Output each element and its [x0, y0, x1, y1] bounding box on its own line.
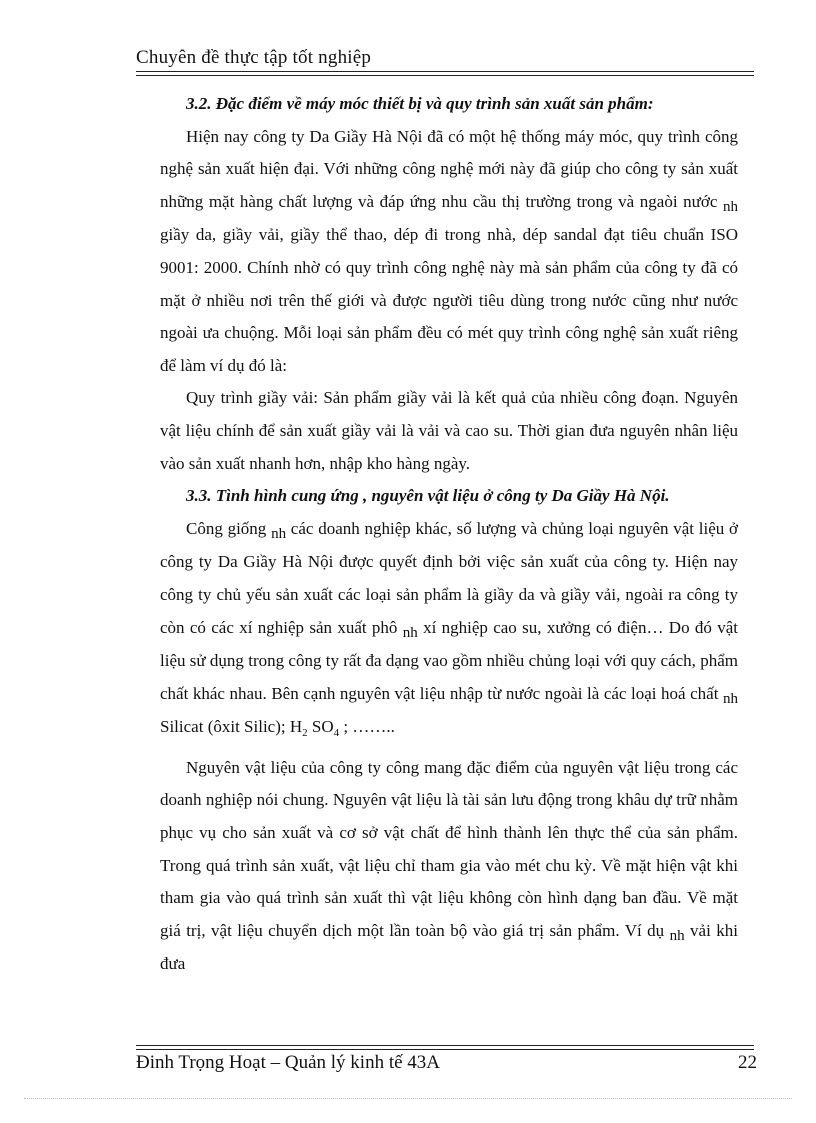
- section-3-3-paragraph-2: [160, 752, 738, 981]
- text-segment: xí nghiệp cao su, xưởng có điện… Do đó vật liệu sử dụng trong công ty rất đa dạng vao gồm nhiều chủng loại với quy cách, phẩm chất khác nhau. Bên cạnh nguyên vật liệu nhập từ nước ngoài là các loại hoá chất: [160, 617, 738, 703]
- text-segment: Silicat (ôxit Silic); H: [160, 717, 303, 737]
- text-segment: các doanh nghiệp khác, số lượng và chủng loại nguyên vật liệu ở công ty Da Giầy Hà Nội được quyết định bởi việc sản xuất của công ty. Hiện nay công ty chủ yếu sản xuất các loại sản phẩm là giầy da và giầy vải, ngoài ra công ty còn có các xí nghiệp sản xuất phô: [160, 518, 738, 637]
- text-fragment: nh: [669, 927, 685, 944]
- footer-rule-top: [136, 1045, 754, 1046]
- footer-author: Đinh Trọng Hoạt – Quản lý kinh tế 43A: [136, 1052, 440, 1073]
- text-segment: Công giống: [186, 518, 272, 538]
- text-segment: giầy da, giầy vải, giầy thể thao, dép đi trong nhà, dép sandal đạt tiêu chuẩn ISO 9001: 2000. Chính nhờ có quy trình công nghệ này mà sản phẩm của công ty đã có mặt ở nhiều nơi trên thế giới và được người tiêu dùng trong nước cũng như nước ngoài ưa chuộng. Mỗi loại sản phẩm đều có mét quy trình công nghệ sản xuất riêng để làm ví dụ đó là:: [160, 225, 738, 375]
- header-title: Chuyên đề thực tập tốt nghiệp: [136, 47, 372, 68]
- text-fragment: nh: [723, 198, 738, 215]
- text-segment: SO: [307, 717, 334, 737]
- text-fragment: nh: [402, 624, 418, 641]
- section-3-3-paragraph-1: [160, 513, 738, 746]
- text-segment: Nguyên vật liệu của công ty công mang đặc điểm của nguyên vật liệu trong các doanh nghiệp nói chung. Nguyên vật liệu là tài sản lưu động trong khâu dự trữ nhằm phục vụ cho sản xuất và cơ sở vật chất để hình thành lên thực thể của sản phẩm. Trong quá trình sản xuất, vật liệu chỉ tham gia vào mét chu kỳ. Về mặt hiện vật khi tham gia vào quá trình sản xuất thì vật liệu không còn hình dạng ban đầu. Về mặt giá trị, vật liệu chuyển dịch một lần toàn bộ vào giá trị sản phẩm. Ví dụ: [160, 757, 738, 940]
- text-segment: Hiện nay công ty Da Giầy Hà Nội đã có một hệ thống máy móc, quy trình công nghệ sản xuất hiện đại. Với những công nghệ mới này đã giúp cho công ty sản xuất những mặt hàng chất lượng và đáp ứng nhu cầu thị trường trong và ngaòi nước: [160, 126, 738, 211]
- text-segment: ; ……..: [339, 717, 395, 737]
- text-fragment: nh: [723, 690, 738, 707]
- footer-rule-bottom: [136, 1049, 754, 1050]
- page-number: 22: [738, 1052, 757, 1073]
- subscript: 4: [333, 727, 340, 740]
- section-3-3-heading: 3.3. Tình hình cung ứng , nguyên vật liệu ở công ty Da Giầy Hà Nội.: [186, 486, 670, 506]
- text-fragment: nh: [271, 525, 287, 542]
- header-rule-bottom: [136, 75, 754, 76]
- section-3-2-paragraph-2: Quy trình giầy vải: Sản phẩm giầy vải là kết quả của nhiều công đoạn. Nguyên vật liệu chính để sản xuất giầy vải là vải và cao su. Thời gian đưa nguyên nhân liệu vào sản xuất nhanh hơn, nhập kho hàng ngày.: [160, 388, 738, 473]
- section-3-2-heading: 3.2. Đặc điểm về máy móc thiết bị và quy trình sản xuất sản phẩm:: [186, 94, 654, 113]
- page-bottom-border: [24, 1098, 792, 1099]
- subscript: 2: [302, 727, 308, 740]
- text-segment: vải khi đưa: [160, 920, 738, 974]
- document-body: [160, 88, 738, 981]
- section-3-2-paragraph-1: [160, 121, 738, 383]
- header-rule-top: [136, 71, 754, 72]
